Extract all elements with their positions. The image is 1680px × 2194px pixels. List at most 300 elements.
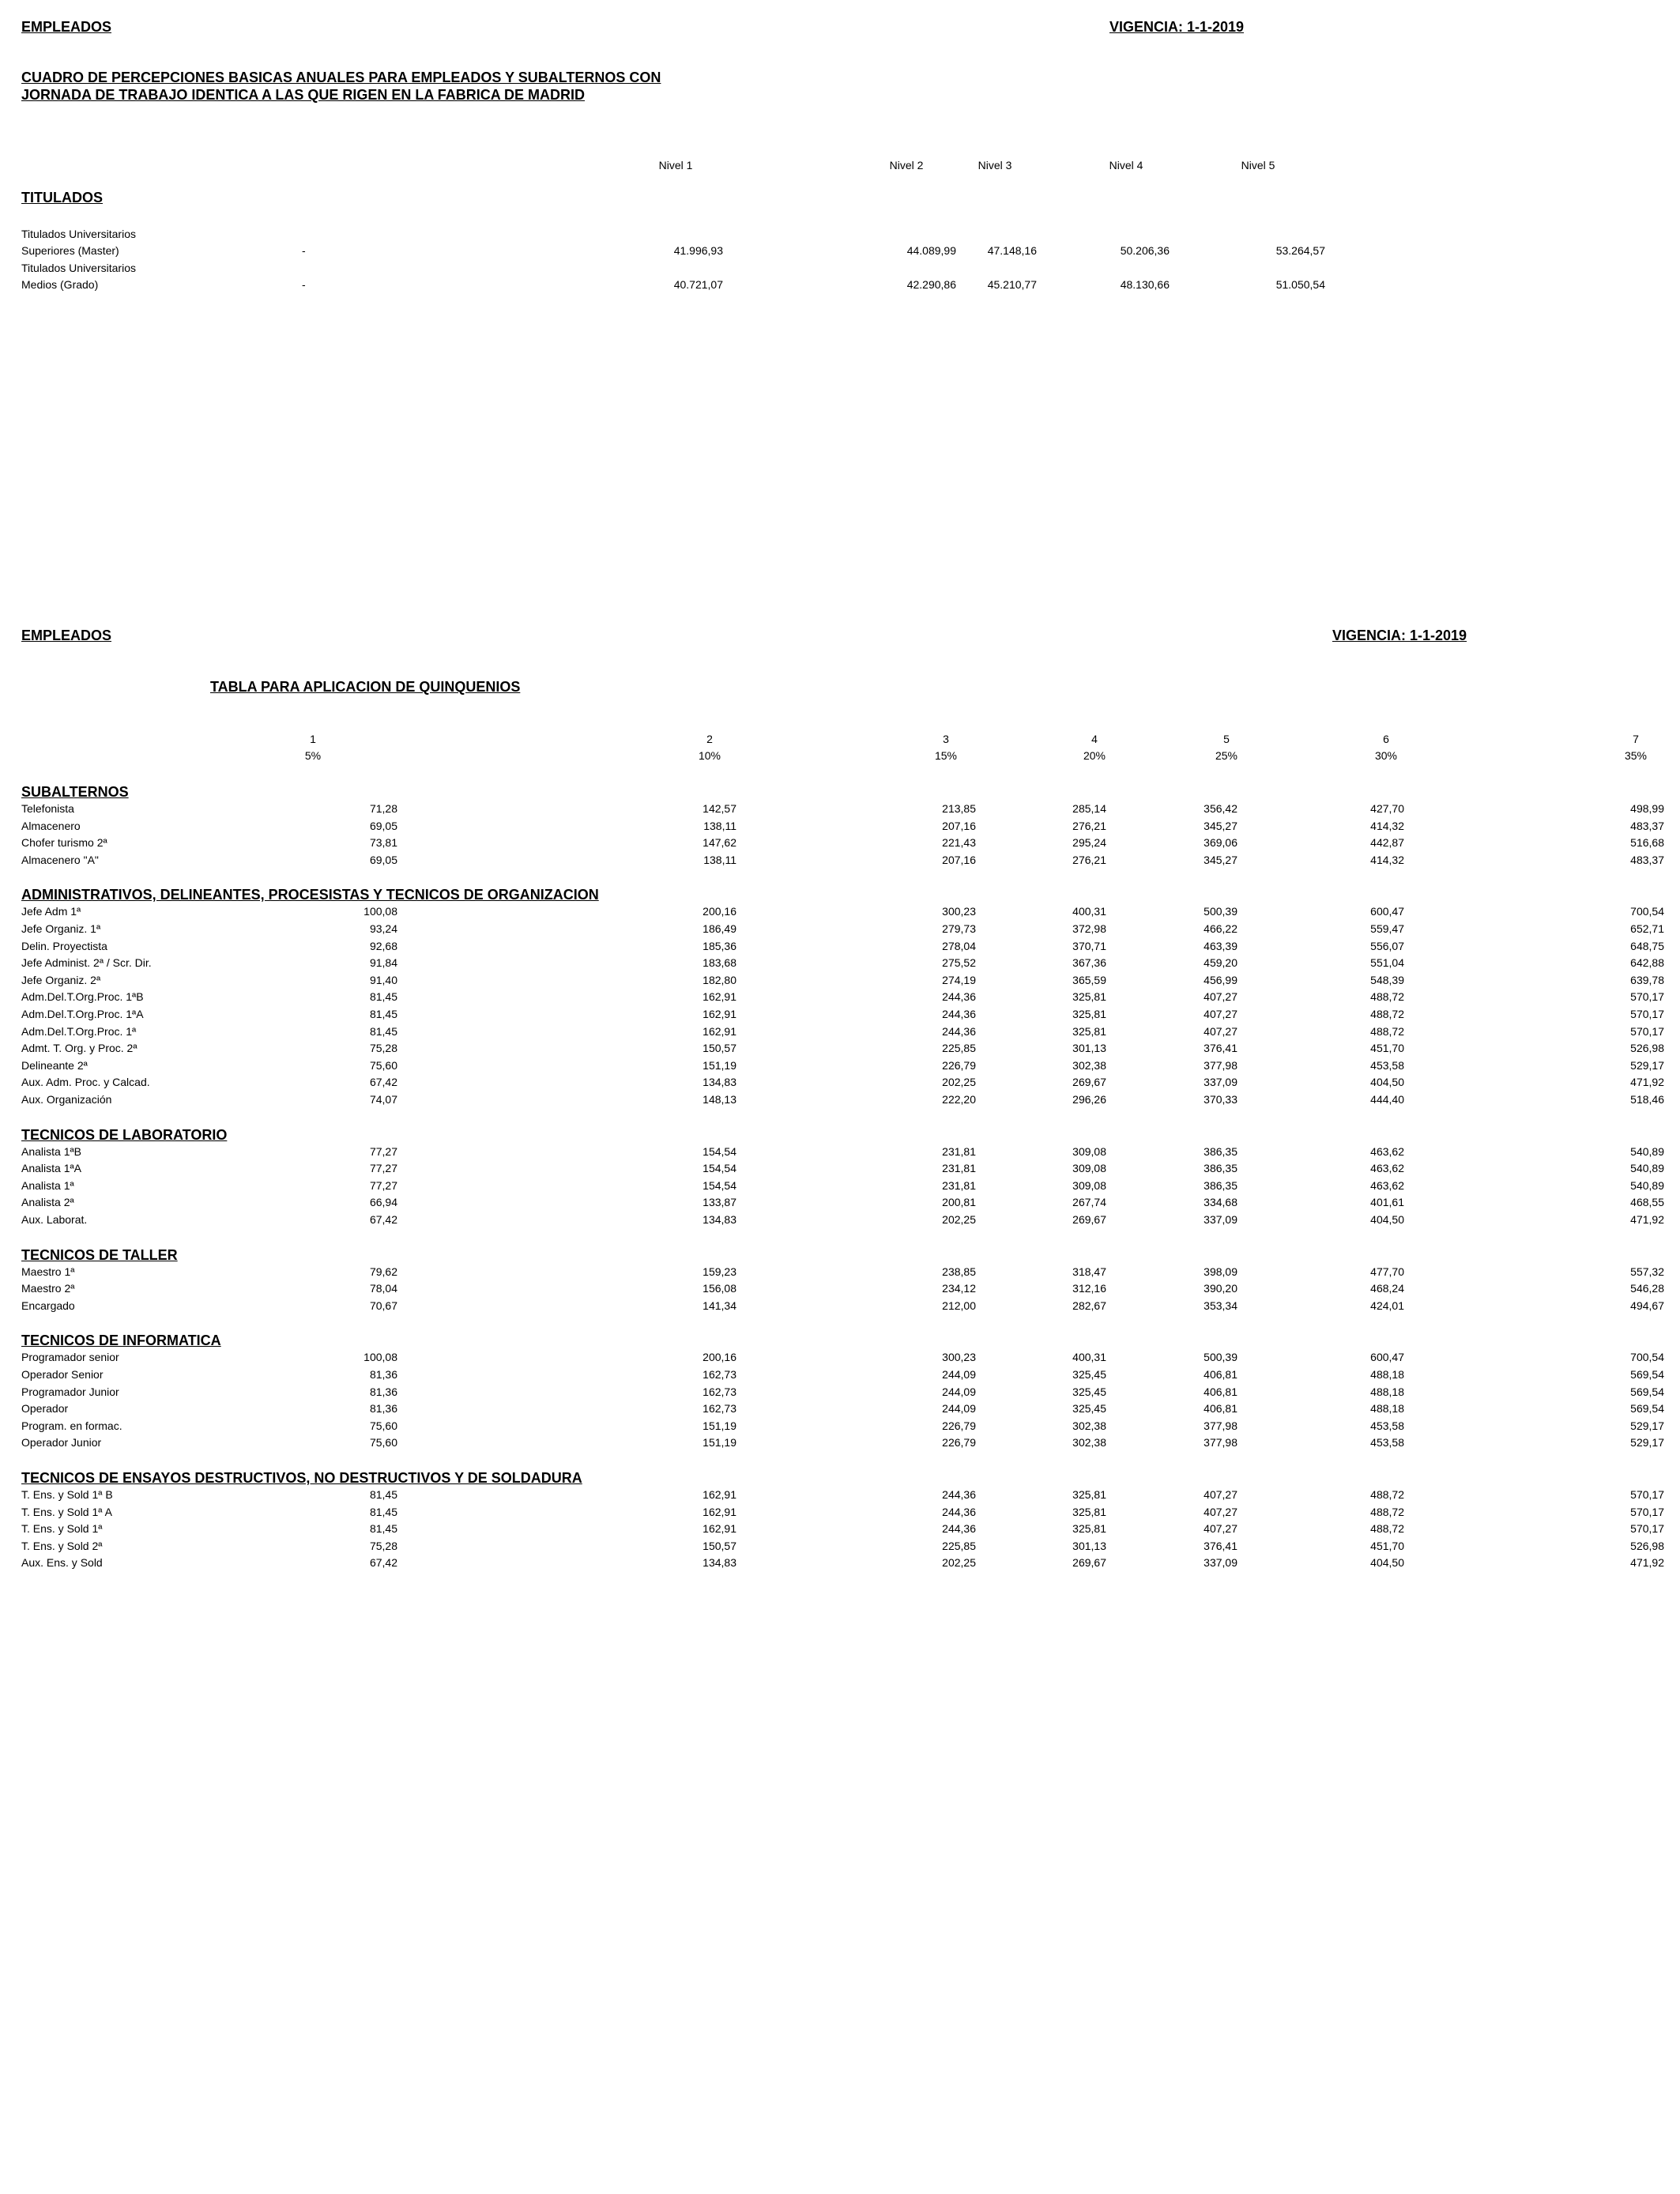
sheet1-header-left: EMPLEADOS: [21, 19, 112, 35]
table-cell: 300,23: [942, 1351, 976, 1364]
table-row-label: Aux. Ens. y Sold: [21, 1556, 103, 1570]
sheet1-title-line1: CUADRO DE PERCEPCIONES BASICAS ANUALES PARA EMPLEADOS Y SUBALTERNOS CON: [21, 70, 661, 85]
table-row-label: Operador: [21, 1402, 69, 1416]
table-cell: 559,47: [1370, 922, 1404, 935]
table-cell: 407,27: [1203, 1488, 1237, 1501]
table-cell: 159,23: [703, 1265, 736, 1278]
sheet2-header-left: EMPLEADOS: [21, 628, 112, 643]
table-cell: 77,27: [369, 1178, 397, 1192]
table-cell: 244,36: [942, 1024, 976, 1038]
table-cell: 92,68: [369, 939, 397, 952]
table-cell: 70,67: [369, 1299, 397, 1312]
table-cell: 526,98: [1630, 1539, 1664, 1552]
table-cell: 81,45: [369, 990, 397, 1004]
quinquenio-col-percent: 15%: [934, 749, 958, 762]
table-cell: 401,61: [1370, 1196, 1404, 1209]
table-cell: 274,19: [942, 973, 976, 986]
table-cell: 66,94: [369, 1196, 397, 1209]
table-cell: 147,62: [703, 836, 736, 850]
table-cell: 325,45: [1072, 1402, 1106, 1416]
table-cell: 406,81: [1203, 1402, 1237, 1416]
table-cell: 377,98: [1203, 1419, 1237, 1432]
table-cell: 269,67: [1072, 1213, 1106, 1226]
table-cell: 222,20: [942, 1093, 976, 1106]
table-row-label: Delin. Proyectista: [21, 939, 107, 952]
table-cell: 488,72: [1370, 1488, 1404, 1501]
quinquenio-col-number: 5: [1223, 733, 1230, 745]
table-cell: 529,17: [1630, 1419, 1664, 1432]
table-cell: 186,49: [703, 922, 736, 935]
table-cell: 370,33: [1203, 1093, 1237, 1106]
section-title: TECNICOS DE ENSAYOS DESTRUCTIVOS, NO DESTRUCTIVOS Y DE SOLDADURA: [21, 1470, 582, 1486]
titulados-row-label: Superiores (Master): [21, 244, 119, 257]
table-cell: 312,16: [1072, 1282, 1106, 1295]
table-cell: 386,35: [1203, 1162, 1237, 1175]
sheet2-header-right: VIGENCIA: 1-1-2019: [1332, 628, 1467, 643]
table-cell: 488,72: [1370, 1522, 1404, 1536]
table-cell: 93,24: [369, 922, 397, 935]
table-row-label: Encargado: [21, 1299, 75, 1312]
table-cell: 231,81: [942, 1162, 976, 1175]
table-cell: 71,28: [369, 802, 397, 815]
table-cell: 551,04: [1370, 956, 1404, 970]
table-cell: 75,60: [369, 1436, 397, 1449]
table-cell: 488,72: [1370, 1024, 1404, 1038]
table-cell: 81,45: [369, 1024, 397, 1038]
table-cell: 296,26: [1072, 1093, 1106, 1106]
table-cell: 282,67: [1072, 1299, 1106, 1312]
quinquenio-col-number: 1: [310, 733, 316, 745]
quinquenio-col-number: 2: [706, 733, 713, 745]
quinquenio-col-percent: 5%: [304, 749, 322, 762]
table-cell: 652,71: [1630, 922, 1664, 935]
table-cell: 148,13: [703, 1093, 736, 1106]
table-cell: 516,68: [1630, 836, 1664, 850]
table-cell: 376,41: [1203, 1539, 1237, 1552]
table-cell: 150,57: [703, 1539, 736, 1552]
table-cell: 325,81: [1072, 1488, 1106, 1501]
titulados-row-label: Titulados Universitarios: [21, 228, 136, 240]
table-row-label: Analista 1ªA: [21, 1162, 82, 1175]
section-title: TECNICOS DE TALLER: [21, 1246, 178, 1263]
table-cell: 414,32: [1370, 819, 1404, 832]
table-cell: 488,72: [1370, 1008, 1404, 1020]
table-cell: 569,54: [1630, 1385, 1664, 1398]
table-row-label: Analista 2ª: [21, 1196, 74, 1209]
table-cell: 556,07: [1370, 939, 1404, 952]
table-cell: 407,27: [1203, 1522, 1237, 1536]
table-cell: 463,62: [1370, 1178, 1404, 1192]
table-cell: 337,09: [1203, 1556, 1237, 1570]
table-cell: 213,85: [942, 802, 976, 815]
table-cell: 570,17: [1630, 1505, 1664, 1518]
table-cell: 141,34: [703, 1299, 736, 1312]
table-cell: 221,43: [942, 836, 976, 850]
table-cell: 427,70: [1370, 802, 1404, 815]
table-cell: 557,32: [1630, 1265, 1664, 1278]
table-cell: 546,28: [1630, 1282, 1664, 1295]
table-cell: 370,71: [1072, 939, 1106, 952]
table-cell: 463,62: [1370, 1162, 1404, 1175]
table-cell: 451,70: [1370, 1042, 1404, 1055]
table-cell: 244,36: [942, 990, 976, 1004]
table-cell: 453,58: [1370, 1058, 1404, 1072]
table-cell: 334,68: [1203, 1196, 1237, 1209]
table-cell: 444,40: [1370, 1093, 1404, 1106]
table-cell: 463,39: [1203, 939, 1237, 952]
table-cell: 244,36: [942, 1505, 976, 1518]
table-row-label: Adm.Del.T.Org.Proc. 1ª: [21, 1024, 137, 1038]
table-cell: 81,45: [369, 1488, 397, 1501]
table-cell: 471,92: [1630, 1076, 1664, 1089]
table-cell: 404,50: [1370, 1556, 1404, 1570]
table-cell: 540,89: [1630, 1178, 1664, 1192]
table-row-label: Jefe Administ. 2ª / Scr. Dir.: [21, 956, 152, 970]
table-cell: 526,98: [1630, 1042, 1664, 1055]
table-cell: 73,81: [369, 836, 397, 850]
table-cell: 154,54: [703, 1178, 736, 1192]
quinquenio-col-percent: 10%: [698, 749, 721, 762]
table-cell: 162,91: [703, 1505, 736, 1518]
table-cell: 295,24: [1072, 836, 1106, 850]
table-cell: 337,09: [1203, 1213, 1237, 1226]
quinquenio-col-percent: 25%: [1215, 749, 1238, 762]
table-row-label: Jefe Organiz. 2ª: [21, 973, 101, 986]
table-cell: 75,60: [369, 1058, 397, 1072]
table-cell: 569,54: [1630, 1402, 1664, 1416]
section-title: TECNICOS DE INFORMATICA: [21, 1333, 221, 1349]
table-cell: 337,09: [1203, 1076, 1237, 1089]
table-cell: 275,52: [942, 956, 976, 970]
table-cell: 75,28: [369, 1042, 397, 1055]
table-cell: 162,91: [703, 1522, 736, 1536]
table-cell: 488,72: [1370, 1505, 1404, 1518]
table-row-label: Aux. Organización: [21, 1093, 112, 1106]
quinquenio-col-number: 7: [1633, 733, 1639, 745]
table-cell: 372,98: [1072, 922, 1106, 935]
table-cell: 207,16: [942, 853, 976, 866]
table-cell: 162,91: [703, 1008, 736, 1020]
table-cell: 548,39: [1370, 973, 1404, 986]
titulados-cell: 50.206,36: [1120, 244, 1170, 257]
table-cell: 453,58: [1370, 1436, 1404, 1449]
table-cell: 77,27: [369, 1162, 397, 1175]
table-cell: 468,24: [1370, 1282, 1404, 1295]
table-cell: 301,13: [1072, 1042, 1106, 1055]
titulados-cell: 53.264,57: [1275, 244, 1325, 257]
titulados-row-label: Medios (Grado): [21, 278, 99, 291]
table-cell: 398,09: [1203, 1265, 1237, 1278]
table-cell: 134,83: [703, 1556, 736, 1570]
table-row-label: Chofer turismo 2ª: [21, 836, 107, 850]
table-row-label: T. Ens. y Sold 1ª A: [21, 1505, 112, 1518]
table-cell: 498,99: [1630, 802, 1664, 815]
table-row-label: Aux. Adm. Proc. y Calcad.: [21, 1076, 150, 1089]
table-cell: 269,67: [1072, 1076, 1106, 1089]
table-cell: 500,39: [1203, 905, 1237, 918]
table-cell: 74,07: [369, 1093, 397, 1106]
table-cell: 500,39: [1203, 1351, 1237, 1364]
titulados-cell: 45.210,77: [987, 278, 1037, 291]
table-cell: 244,36: [942, 1488, 976, 1501]
table-cell: 406,81: [1203, 1368, 1237, 1381]
table-cell: 570,17: [1630, 1008, 1664, 1020]
table-row-label: Adm.Del.T.Org.Proc. 1ªB: [21, 990, 144, 1004]
table-cell: 570,17: [1630, 990, 1664, 1004]
table-row-label: Maestro 1ª: [21, 1265, 75, 1278]
table-cell: 404,50: [1370, 1076, 1404, 1089]
quinquenio-col-percent: 20%: [1083, 749, 1106, 762]
table-cell: 302,38: [1072, 1058, 1106, 1072]
table-cell: 459,20: [1203, 956, 1237, 970]
quinquenio-col-number: 3: [943, 733, 949, 745]
table-cell: 471,92: [1630, 1556, 1664, 1570]
table-row-label: Analista 1ª: [21, 1178, 74, 1192]
table-cell: 570,17: [1630, 1488, 1664, 1501]
table-cell: 267,74: [1072, 1196, 1106, 1209]
table-row-label: Program. en formac.: [21, 1419, 122, 1432]
table-cell: 377,98: [1203, 1436, 1237, 1449]
table-cell: 75,28: [369, 1539, 397, 1552]
table-cell: 483,37: [1630, 853, 1664, 866]
table-cell: 468,55: [1630, 1196, 1664, 1209]
table-cell: 325,81: [1072, 1008, 1106, 1020]
table-cell: 162,73: [703, 1368, 736, 1381]
table-row-label: Analista 1ªB: [21, 1144, 82, 1158]
table-cell: 407,27: [1203, 1024, 1237, 1038]
table-row-label: T. Ens. y Sold 2ª: [21, 1539, 103, 1552]
table-cell: 276,21: [1072, 819, 1106, 832]
table-row-label: Maestro 2ª: [21, 1282, 75, 1295]
titulados-cell: 42.290,86: [906, 278, 956, 291]
table-cell: 244,36: [942, 1008, 976, 1020]
table-cell: 318,47: [1072, 1265, 1106, 1278]
table-row-label: Telefonista: [21, 802, 74, 815]
table-cell: 81,45: [369, 1522, 397, 1536]
table-cell: 424,01: [1370, 1299, 1404, 1312]
table-cell: 353,34: [1203, 1299, 1237, 1312]
table-cell: 309,08: [1072, 1144, 1106, 1158]
table-cell: 400,31: [1072, 905, 1106, 918]
table-cell: 231,81: [942, 1178, 976, 1192]
table-cell: 529,17: [1630, 1058, 1664, 1072]
table-cell: 202,25: [942, 1076, 976, 1089]
table-cell: 183,68: [703, 956, 736, 970]
table-cell: 365,59: [1072, 973, 1106, 986]
table-cell: 150,57: [703, 1042, 736, 1055]
table-cell: 278,04: [942, 939, 976, 952]
table-row-label: Aux. Laborat.: [21, 1213, 88, 1226]
table-cell: 100,08: [363, 905, 397, 918]
table-cell: 325,45: [1072, 1385, 1106, 1398]
table-cell: 244,36: [942, 1522, 976, 1536]
table-cell: 367,36: [1072, 956, 1106, 970]
table-cell: 100,08: [363, 1351, 397, 1364]
table-cell: 376,41: [1203, 1042, 1237, 1055]
table-cell: 151,19: [703, 1436, 736, 1449]
titulados-cell: 40.721,07: [673, 278, 723, 291]
table-cell: 225,85: [942, 1539, 976, 1552]
table-cell: 390,20: [1203, 1282, 1237, 1295]
table-cell: 202,25: [942, 1556, 976, 1570]
table-row-label: Admt. T. Org. y Proc. 2ª: [21, 1042, 137, 1055]
table-cell: 648,75: [1630, 939, 1664, 952]
table-cell: 309,08: [1072, 1178, 1106, 1192]
titulados-cell: 47.148,16: [987, 244, 1037, 257]
table-cell: 345,27: [1203, 853, 1237, 866]
quinquenio-col-percent: 30%: [1374, 749, 1398, 762]
sheet1-header-right: VIGENCIA: 1-1-2019: [1109, 19, 1245, 35]
table-cell: 325,81: [1072, 1522, 1106, 1536]
table-cell: 570,17: [1630, 1024, 1664, 1038]
table-row-label: Programador senior: [21, 1351, 119, 1364]
table-cell: 225,85: [942, 1042, 976, 1055]
table-cell: 529,17: [1630, 1436, 1664, 1449]
quinquenio-col-number: 4: [1091, 733, 1098, 745]
table-cell: 78,04: [369, 1282, 397, 1295]
table-cell: 231,81: [942, 1144, 976, 1158]
table-cell: 81,36: [369, 1385, 397, 1398]
table-cell: 463,62: [1370, 1144, 1404, 1158]
table-cell: 471,92: [1630, 1213, 1664, 1226]
table-cell: 302,38: [1072, 1436, 1106, 1449]
quinquenio-col-percent: 35%: [1624, 749, 1648, 762]
table-row-label: T. Ens. y Sold 1ª B: [21, 1488, 113, 1501]
table-cell: 377,98: [1203, 1058, 1237, 1072]
table-cell: 200,16: [703, 1351, 736, 1364]
titulados-cell: 48.130,66: [1120, 278, 1170, 291]
table-cell: 488,18: [1370, 1368, 1404, 1381]
table-cell: 569,54: [1630, 1368, 1664, 1381]
table-cell: 207,16: [942, 819, 976, 832]
level-header-1: Nivel 1: [658, 159, 693, 172]
table-cell: 244,09: [942, 1402, 976, 1416]
table-cell: 156,08: [703, 1282, 736, 1295]
table-cell: 75,60: [369, 1419, 397, 1432]
table-cell: 300,23: [942, 905, 976, 918]
table-cell: 200,81: [942, 1196, 976, 1209]
table-cell: 81,45: [369, 1505, 397, 1518]
table-cell: 162,73: [703, 1385, 736, 1398]
table-cell: 244,09: [942, 1385, 976, 1398]
table-cell: 91,84: [369, 956, 397, 970]
table-cell: 133,87: [703, 1196, 736, 1209]
table-cell: 285,14: [1072, 802, 1106, 815]
table-cell: 404,50: [1370, 1213, 1404, 1226]
table-row-label: Jefe Adm 1ª: [21, 905, 81, 918]
table-cell: 302,38: [1072, 1419, 1106, 1432]
table-cell: 226,79: [942, 1436, 976, 1449]
level-header-4: Nivel 4: [1109, 159, 1143, 172]
table-cell: 386,35: [1203, 1144, 1237, 1158]
table-cell: 570,17: [1630, 1522, 1664, 1536]
titulados-row-label: Titulados Universitarios: [21, 262, 136, 274]
table-cell: 162,91: [703, 1488, 736, 1501]
table-row-label: Adm.Del.T.Org.Proc. 1ªA: [21, 1008, 144, 1020]
level-header-2: Nivel 2: [889, 159, 924, 172]
table-cell: 182,80: [703, 973, 736, 986]
table-row-label: Operador Senior: [21, 1368, 104, 1381]
table-cell: 540,89: [1630, 1144, 1664, 1158]
section-title: ADMINISTRATIVOS, DELINEANTES, PROCESISTAS Y TECNICOS DE ORGANIZACION: [21, 887, 599, 903]
table-cell: 162,91: [703, 990, 736, 1004]
table-cell: 494,67: [1630, 1299, 1664, 1312]
table-cell: 142,57: [703, 802, 736, 815]
table-cell: 81,36: [369, 1402, 397, 1416]
table-cell: 185,36: [703, 939, 736, 952]
table-cell: 309,08: [1072, 1162, 1106, 1175]
table-cell: 451,70: [1370, 1539, 1404, 1552]
table-cell: 456,99: [1203, 973, 1237, 986]
table-row-label: Jefe Organiz. 1ª: [21, 922, 101, 935]
table-cell: 639,78: [1630, 973, 1664, 986]
table-cell: 244,09: [942, 1368, 976, 1381]
table-cell: 540,89: [1630, 1162, 1664, 1175]
table-cell: 67,42: [369, 1556, 397, 1570]
table-cell: 700,54: [1630, 905, 1664, 918]
table-cell: 356,42: [1203, 802, 1237, 815]
table-cell: 325,81: [1072, 1505, 1106, 1518]
table-cell: 226,79: [942, 1058, 976, 1072]
table-cell: 325,81: [1072, 1024, 1106, 1038]
table-cell: 202,25: [942, 1213, 976, 1226]
table-cell: 138,11: [703, 819, 736, 832]
titulados-cell: 41.996,93: [673, 244, 723, 257]
table-cell: 77,27: [369, 1144, 397, 1158]
table-cell: 138,11: [703, 853, 736, 866]
table-cell: 325,81: [1072, 990, 1106, 1004]
table-cell: 345,27: [1203, 819, 1237, 832]
table-row-label: Delineante 2ª: [21, 1058, 88, 1072]
table-cell: 488,18: [1370, 1385, 1404, 1398]
table-cell: 276,21: [1072, 853, 1106, 866]
table-cell: 91,40: [369, 973, 397, 986]
table-cell: 642,88: [1630, 956, 1664, 970]
table-cell: 369,06: [1203, 836, 1237, 850]
table-cell: 700,54: [1630, 1351, 1664, 1364]
table-cell: 151,19: [703, 1058, 736, 1072]
table-cell: 477,70: [1370, 1265, 1404, 1278]
table-cell: 407,27: [1203, 1505, 1237, 1518]
quinquenio-col-number: 6: [1383, 733, 1389, 745]
sheet1-title-line2: JORNADA DE TRABAJO IDENTICA A LAS QUE RIGEN EN LA FABRICA DE MADRID: [21, 87, 586, 103]
table-cell: 134,83: [703, 1076, 736, 1089]
table-cell: 269,67: [1072, 1556, 1106, 1570]
level-header-3: Nivel 3: [977, 159, 1012, 172]
table-row-label: Operador Junior: [21, 1436, 102, 1449]
table-cell: 154,54: [703, 1162, 736, 1175]
table-cell: 442,87: [1370, 836, 1404, 850]
section-titulados: TITULADOS: [21, 190, 103, 205]
table-row-label: T. Ens. y Sold 1ª: [21, 1522, 103, 1536]
table-cell: 67,42: [369, 1213, 397, 1226]
table-cell: 226,79: [942, 1419, 976, 1432]
table-cell: 69,05: [369, 819, 397, 832]
table-row-label: Programador Junior: [21, 1385, 119, 1398]
table-row-label: Almacenero "A": [21, 853, 99, 866]
table-cell: 69,05: [369, 853, 397, 866]
table-cell: 600,47: [1370, 905, 1404, 918]
table-cell: 200,16: [703, 905, 736, 918]
table-cell: 483,37: [1630, 819, 1664, 832]
table-cell: 234,12: [942, 1282, 976, 1295]
sheet2-title: TABLA PARA APLICACION DE QUINQUENIOS: [210, 679, 521, 695]
table-cell: 301,13: [1072, 1539, 1106, 1552]
table-cell: 414,32: [1370, 853, 1404, 866]
table-cell: 400,31: [1072, 1351, 1106, 1364]
table-cell: 466,22: [1203, 922, 1237, 935]
table-cell: 325,45: [1072, 1368, 1106, 1381]
